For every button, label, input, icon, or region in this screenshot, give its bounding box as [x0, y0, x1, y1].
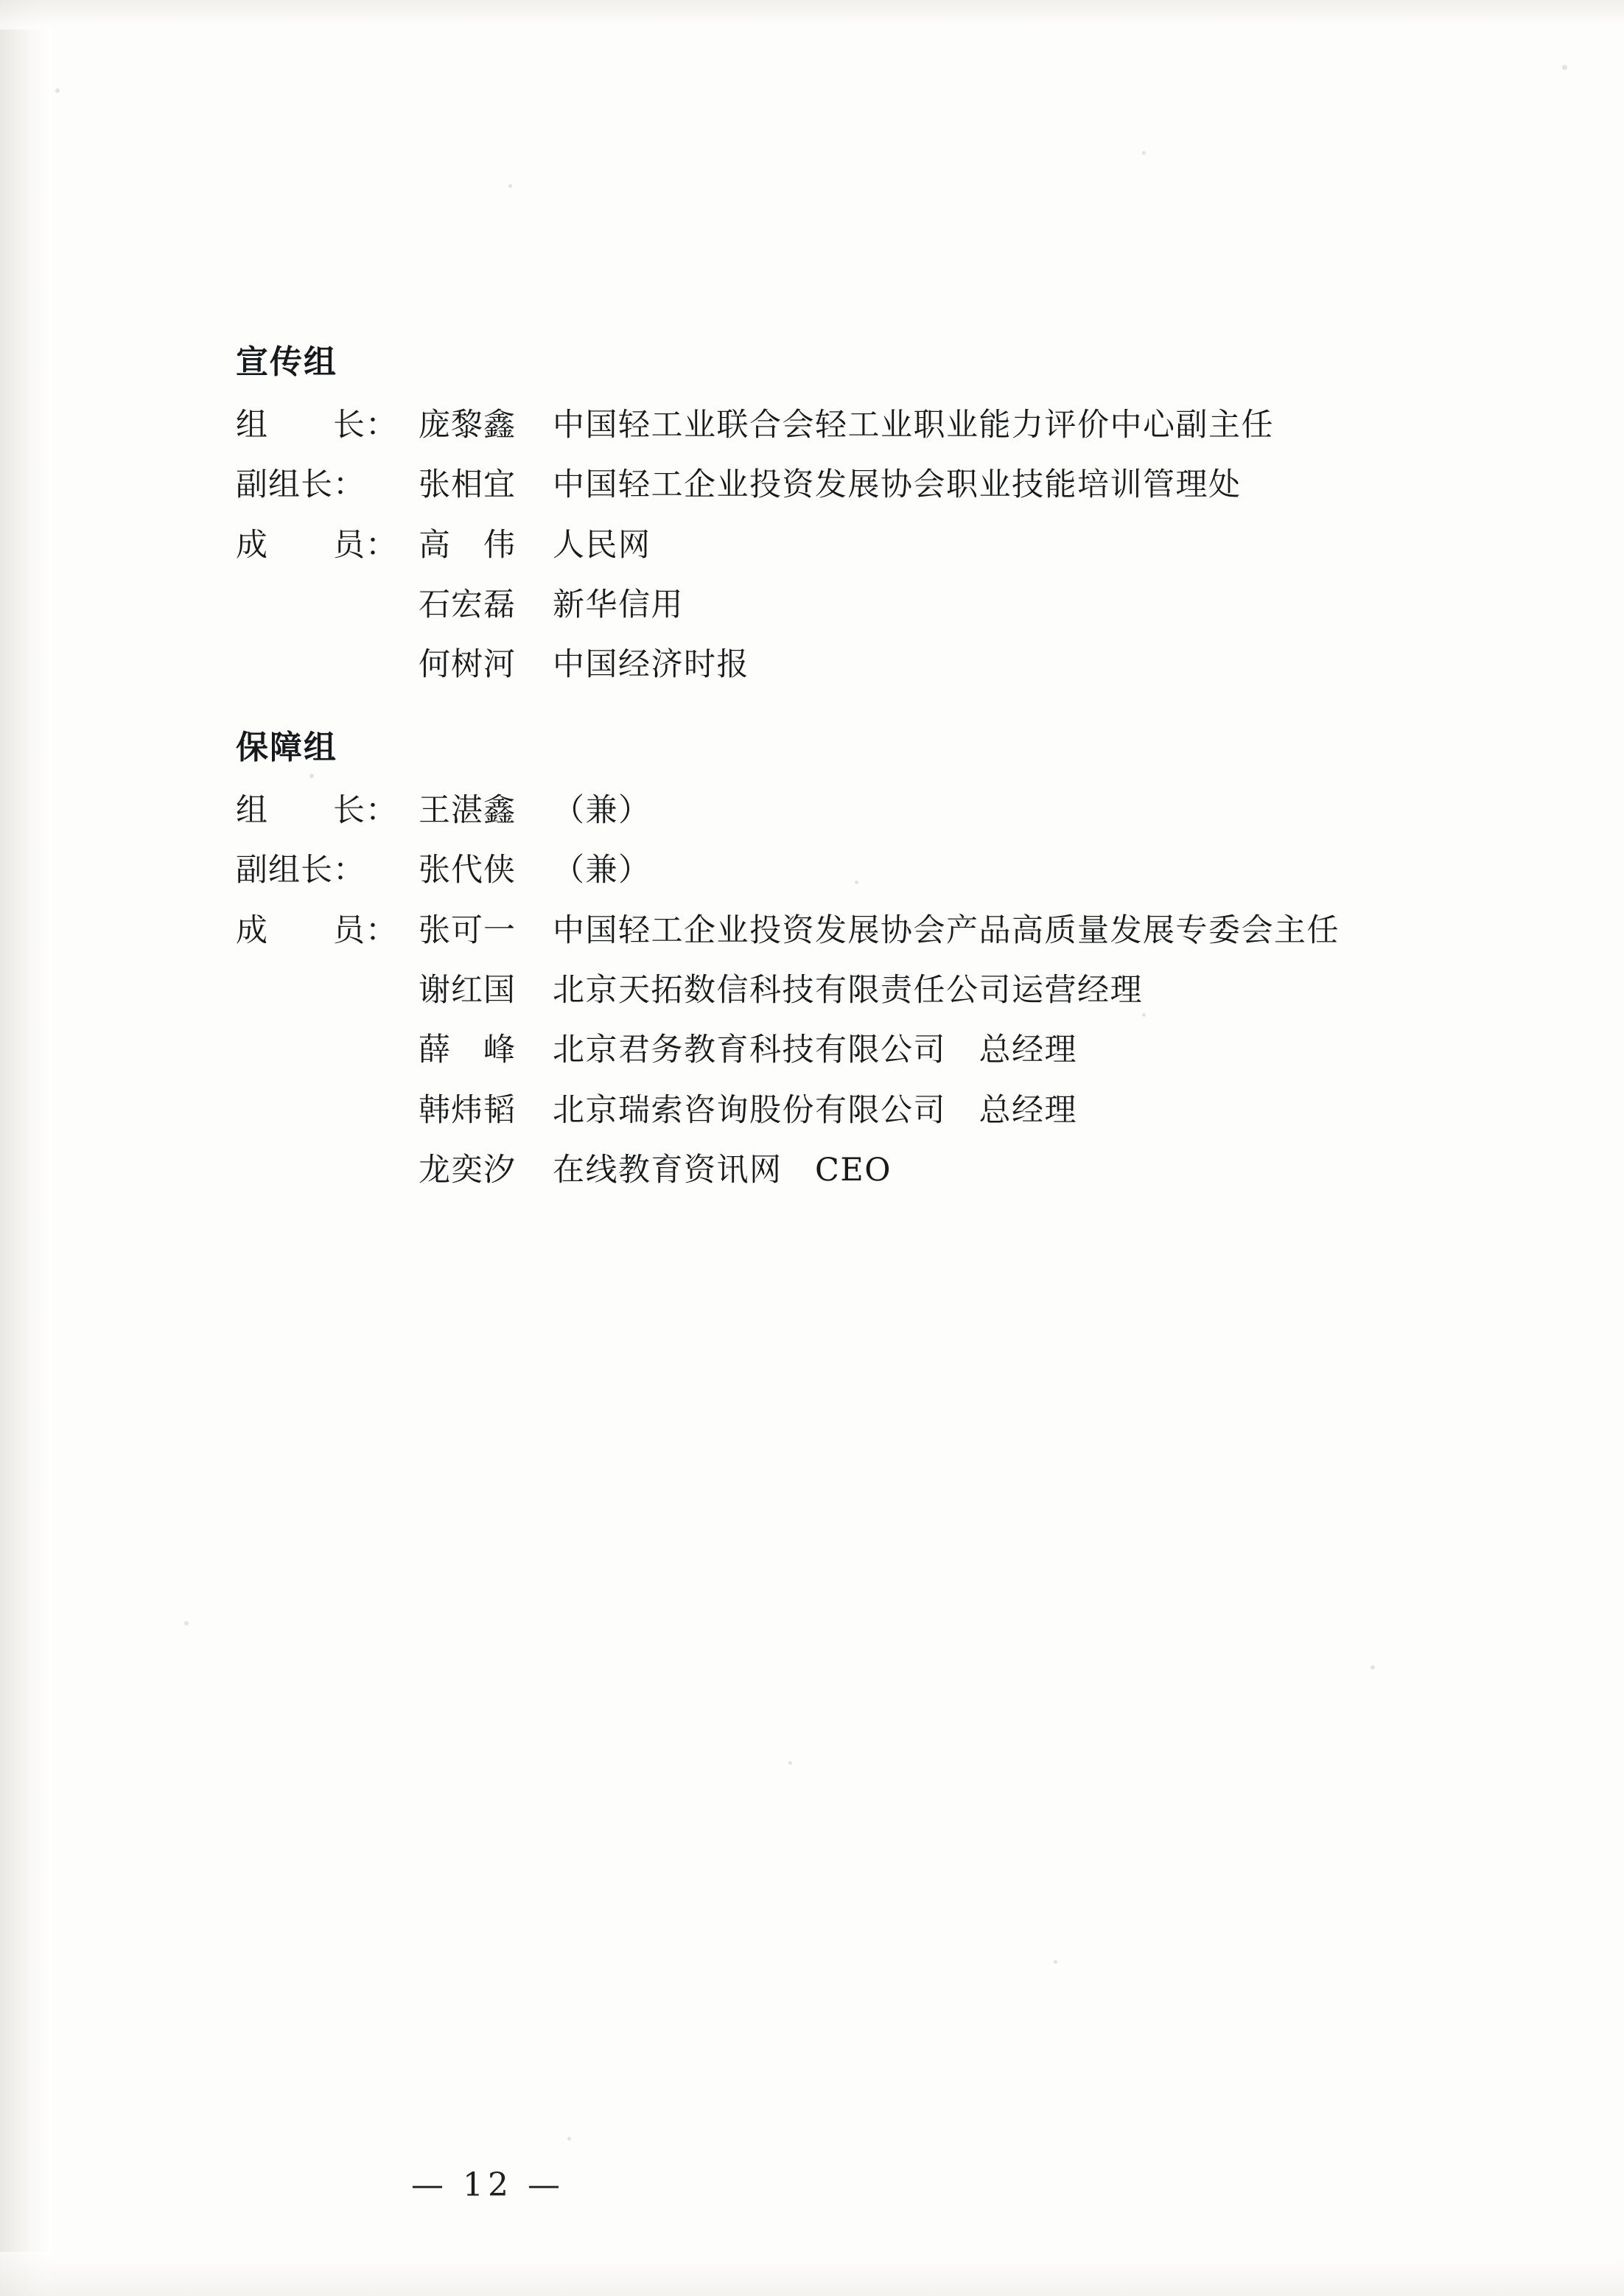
roster-row — [236, 967, 1444, 1015]
roster-org: 在线教育资讯网 CEO — [553, 1151, 892, 1189]
group-block-support — [236, 721, 1444, 1195]
roster-person: 庞黎鑫 — [419, 407, 516, 444]
scan-speck — [1562, 65, 1567, 70]
scan-speck — [508, 184, 512, 188]
roster-person: 何树河 — [419, 646, 516, 684]
roster-org: （兼） — [553, 852, 651, 889]
scan-speck — [1054, 1960, 1057, 1964]
roster-person: 韩炜韬 — [419, 1091, 516, 1129]
roster-person: 张代侠 — [419, 852, 516, 889]
scan-speck — [567, 2137, 571, 2141]
scan-speck — [1371, 1665, 1375, 1670]
page-edge-shadow-top — [0, 0, 1624, 29]
roster-org: 中国轻工企业投资发展协会职业技能培训管理处 — [553, 466, 1242, 504]
group-block-publicity — [236, 335, 1444, 690]
roster-row — [236, 1087, 1444, 1135]
roster-org: 中国轻工业联合会轻工业职业能力评价中心副主任 — [553, 407, 1274, 444]
roster-person: 张可一 — [419, 911, 516, 949]
page-number-footer — [0, 2166, 1624, 2204]
roster-role: 副组长： — [236, 852, 365, 889]
scan-speck — [184, 1621, 189, 1625]
roster-org: 新华信用 — [553, 587, 684, 624]
roster-row — [236, 522, 1444, 570]
document-body — [236, 335, 1444, 1206]
roster-role: 成 员： — [236, 526, 398, 564]
roster-row — [236, 787, 1444, 835]
roster-org: 北京天拓数信科技有限责任公司运营经理 — [553, 971, 1143, 1009]
roster-org: 人民网 — [553, 526, 651, 564]
roster-person: 石宏磊 — [419, 587, 516, 624]
roster-person: 龙奕汐 — [419, 1151, 516, 1189]
scan-speck — [55, 88, 60, 93]
roster-row — [236, 1147, 1444, 1194]
roster-org: （兼） — [553, 791, 651, 829]
roster-role: 成 员： — [236, 911, 398, 949]
page-edge-shadow-bottom — [0, 2252, 1624, 2296]
roster-person: 张相宜 — [419, 466, 516, 504]
roster-row — [236, 1026, 1444, 1074]
roster-org: 北京瑞索咨询股份有限公司 总经理 — [553, 1091, 1077, 1129]
roster-role: 副组长： — [236, 466, 365, 504]
roster-person: 高 伟 — [419, 526, 516, 564]
roster-org: 中国轻工企业投资发展协会产品高质量发展专委会主任 — [553, 911, 1340, 949]
roster-row — [236, 402, 1444, 449]
scan-speck — [788, 1761, 792, 1765]
roster-row — [236, 461, 1444, 509]
roster-person: 王湛鑫 — [419, 791, 516, 829]
roster-role: 组 长： — [236, 407, 398, 444]
roster-row — [236, 581, 1444, 629]
page-number-value: — 12 — — [411, 2166, 564, 2204]
roster-person: 薛 峰 — [419, 1032, 516, 1069]
scan-speck — [1142, 151, 1146, 155]
roster-row — [236, 641, 1444, 689]
roster-org: 中国经济时报 — [553, 646, 749, 684]
roster-row — [236, 907, 1444, 955]
roster-org: 北京君务教育科技有限公司 总经理 — [553, 1032, 1077, 1069]
page-edge-shadow-left — [0, 0, 52, 2296]
group-heading-support: 保障组 — [236, 728, 337, 766]
roster-row — [236, 847, 1444, 895]
roster-person: 谢红国 — [419, 971, 516, 1009]
group-heading-publicity: 宣传组 — [236, 343, 337, 381]
roster-role: 组 长： — [236, 791, 398, 829]
